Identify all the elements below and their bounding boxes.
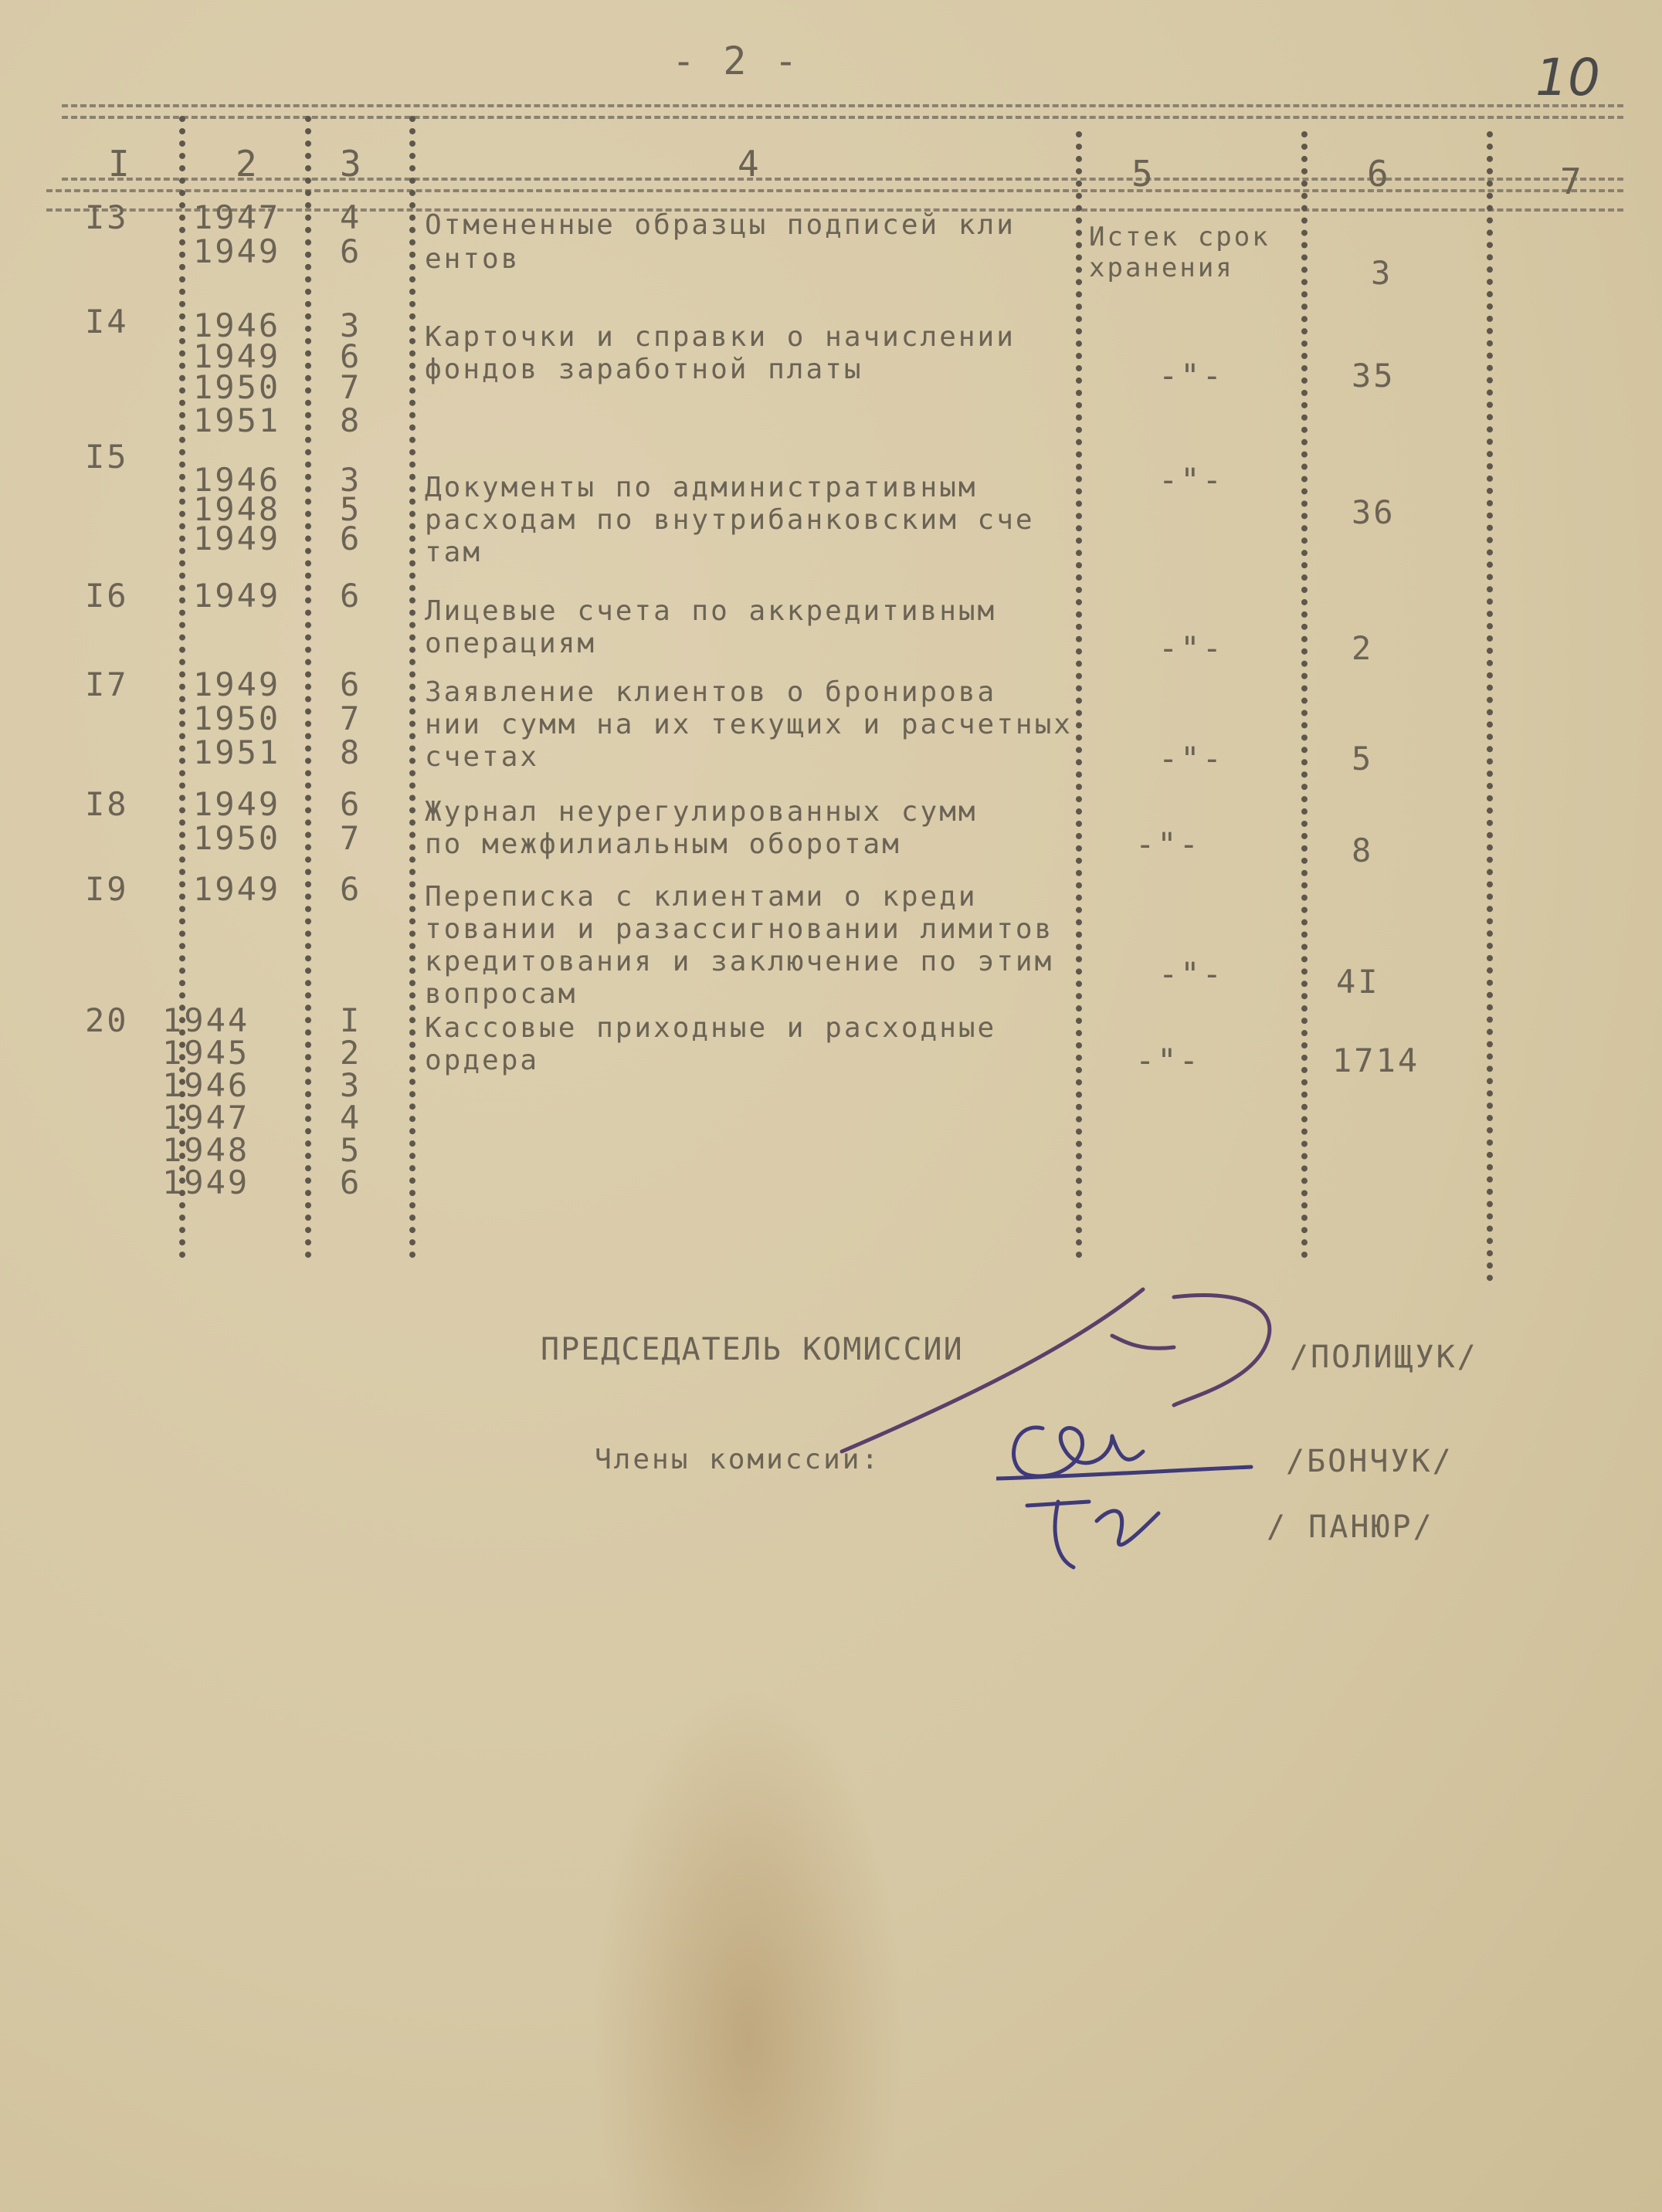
code: 7: [340, 700, 362, 737]
table-top-rule: [62, 104, 1623, 107]
col-separator: [1487, 131, 1501, 1282]
description-line: ентов: [425, 243, 521, 275]
year: 1947: [193, 198, 281, 236]
description-line: нии сумм на их текущих и расчетных: [425, 709, 1073, 740]
year: 1949: [193, 666, 281, 703]
code: 3: [340, 461, 362, 499]
code: 6: [340, 337, 362, 375]
table-header-rule: [62, 178, 1623, 181]
year: 1946: [193, 307, 281, 344]
col-header-4: 4: [738, 143, 759, 185]
year: 1946: [193, 461, 281, 499]
count: 5: [1352, 740, 1374, 777]
description-line: Карточки и справки о начислении: [425, 321, 1016, 353]
code: I: [340, 1001, 362, 1039]
code: 4: [340, 1099, 362, 1136]
year: 1950: [193, 368, 281, 406]
year: 1949: [162, 1164, 250, 1201]
description-line: Кассовые приходные и расходные: [425, 1012, 997, 1044]
count: 35: [1352, 357, 1396, 395]
count: 36: [1352, 493, 1396, 531]
row-number: I3: [85, 198, 129, 236]
col-separator: [305, 116, 319, 1258]
year: 1949: [193, 785, 281, 823]
code: 5: [340, 1131, 362, 1169]
row-number: I6: [85, 577, 129, 615]
col-separator: [1076, 131, 1090, 1258]
year: 1948: [162, 1131, 250, 1169]
count: 2: [1352, 629, 1374, 667]
col-header-1: I: [108, 143, 130, 185]
count: 1714: [1332, 1042, 1420, 1079]
code: 6: [340, 577, 362, 615]
chair-label: ПРЕДСЕДАТЕЛЬ КОМИССИИ: [541, 1332, 964, 1367]
term: -"-: [1135, 1042, 1201, 1079]
description-line: товании и разассигновании лимитов: [425, 913, 1054, 945]
count: 4I: [1336, 963, 1380, 1001]
description-line: ордера: [425, 1045, 540, 1076]
code: 4: [340, 198, 362, 236]
year: 1949: [193, 520, 281, 557]
description-line: Заявление клиентов о бронирова: [425, 676, 997, 708]
code: 5: [340, 490, 362, 528]
row-number: I8: [85, 785, 129, 823]
code: 7: [340, 368, 362, 406]
year: 1949: [193, 232, 281, 270]
member2-name: / ПАНЮР/: [1267, 1509, 1434, 1545]
col-separator: [1301, 131, 1315, 1258]
description-line: счетах: [425, 741, 540, 773]
col-header-2: 2: [236, 143, 257, 185]
code: 8: [340, 401, 362, 439]
col-header-6: 6: [1367, 153, 1389, 195]
year: 1946: [162, 1066, 250, 1104]
year: 1948: [193, 490, 281, 528]
term: -"-: [1135, 825, 1201, 863]
description-line: там: [425, 537, 483, 568]
count: 8: [1352, 832, 1374, 869]
year: 1949: [193, 577, 281, 615]
description-line: расходам по внутрибанковским сче: [425, 504, 1035, 536]
year: 1951: [193, 401, 281, 439]
year: 1947: [162, 1099, 250, 1136]
description-line: вопросам: [425, 978, 578, 1010]
code: 2: [340, 1034, 362, 1072]
year: 1950: [193, 700, 281, 737]
code: 3: [340, 307, 362, 344]
term: -"-: [1158, 461, 1224, 499]
code: 6: [340, 785, 362, 823]
members-label: Члены комиссии:: [595, 1444, 881, 1475]
description-line: Документы по административным: [425, 472, 978, 503]
member-signatures: [996, 1405, 1259, 1583]
count: 3: [1371, 254, 1393, 292]
page-number: - 2 -: [672, 39, 800, 83]
code: 7: [340, 819, 362, 857]
code: 6: [340, 520, 362, 557]
code: 6: [340, 1164, 362, 1201]
term: -"-: [1158, 357, 1224, 395]
row-number: I4: [85, 303, 129, 340]
term: -"-: [1158, 740, 1224, 777]
table-top-rule-2: [62, 116, 1623, 119]
description-line: Переписка с клиентами о креди: [425, 881, 978, 913]
year: 1945: [162, 1034, 250, 1072]
col-separator: [409, 116, 423, 1258]
term: -"-: [1158, 955, 1224, 993]
description-line: Отмененные образцы подписей кли: [425, 209, 1016, 241]
description-line: по межфилиальным оборотам: [425, 828, 901, 860]
member1-name: /БОНЧУК/: [1286, 1444, 1453, 1479]
description-line: фондов заработной платы: [425, 354, 863, 385]
code: 8: [340, 733, 362, 771]
row-number: I7: [85, 666, 129, 703]
code: 3: [340, 1066, 362, 1104]
description-line: Журнал неурегулированных сумм: [425, 796, 978, 828]
description-line: операциям: [425, 628, 597, 659]
code: 6: [340, 870, 362, 908]
term: -"-: [1158, 629, 1224, 667]
term: хранения: [1089, 252, 1234, 283]
year: 1949: [193, 870, 281, 908]
year: 1950: [193, 819, 281, 857]
row-number: I5: [85, 438, 129, 476]
row-number: I9: [85, 870, 129, 908]
year: 1951: [193, 733, 281, 771]
code: 6: [340, 666, 362, 703]
chair-name: /ПОЛИЩУК/: [1290, 1340, 1478, 1375]
year: 1949: [193, 337, 281, 375]
col-header-7: 7: [1560, 161, 1582, 202]
description-line: кредитования и заключение по этим: [425, 946, 1054, 977]
col-header-5: 5: [1131, 153, 1153, 195]
code: 6: [340, 232, 362, 270]
term: Истек срок: [1089, 222, 1270, 252]
description-line: Лицевые счета по аккредитивным: [425, 595, 997, 627]
year: 1944: [162, 1001, 250, 1039]
row-number: 20: [85, 1001, 129, 1039]
col-header-3: 3: [340, 143, 361, 185]
sheet-number: 10: [1535, 48, 1600, 107]
